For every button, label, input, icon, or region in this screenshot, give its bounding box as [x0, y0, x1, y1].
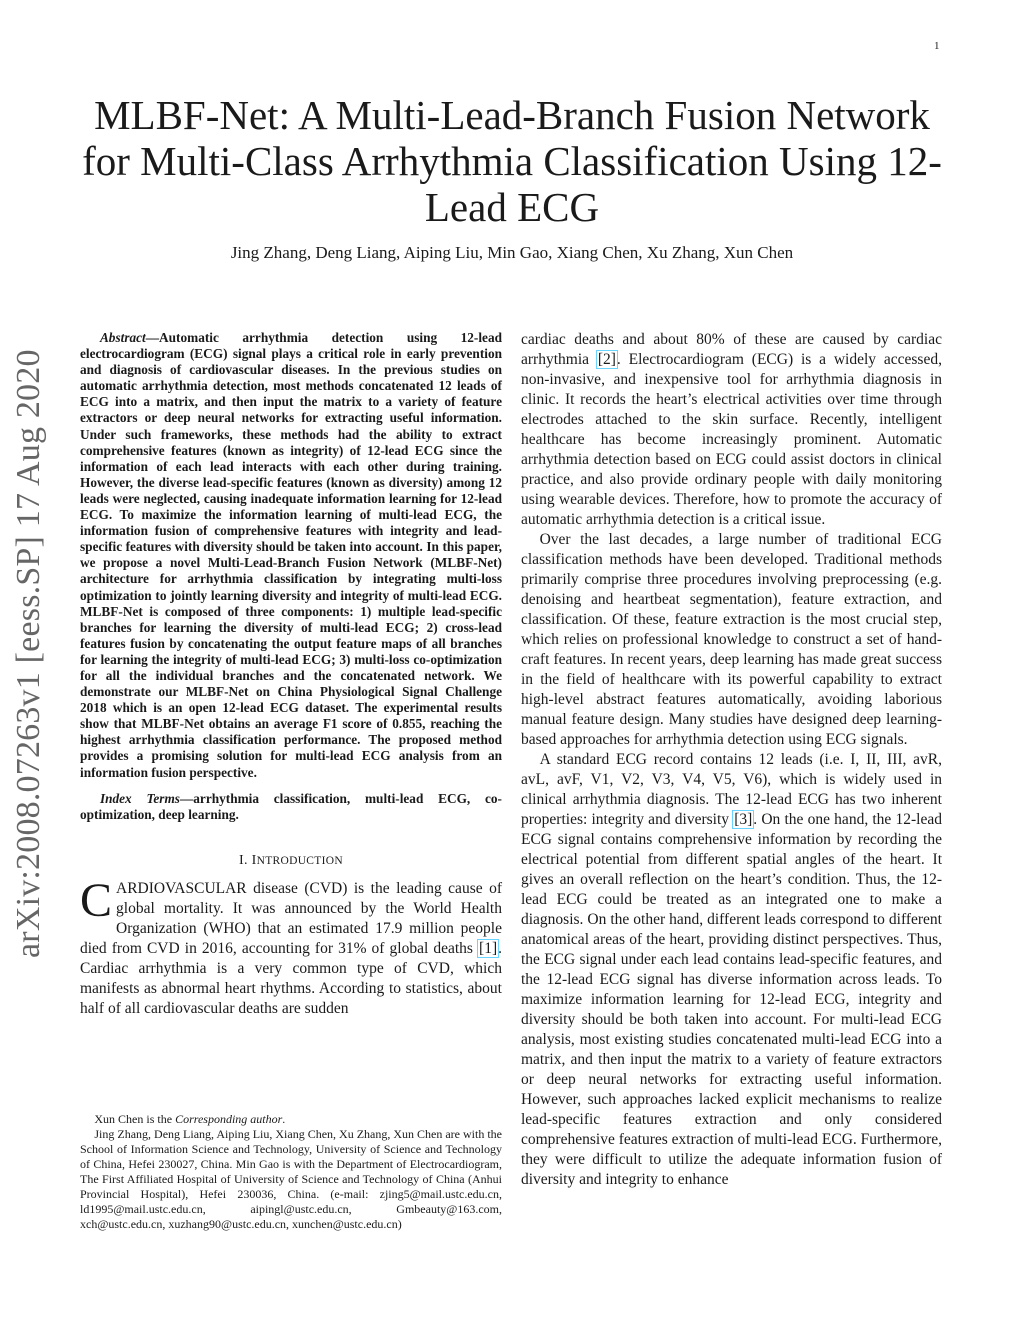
- index-terms: [80, 791, 502, 823]
- body-paragraph-3: [521, 750, 942, 1190]
- footnote-affiliation: Jing Zhang, Deng Liang, Aiping Liu, Xiang Chen, Xu Zhang, Xun Chen are with the School of Information Science and Technology, University of Science and Technology of China, Hefei 230027, China. Min Gao is with the Department of Electrocardiogram, The First Affiliated Hospital of University of Science and Technology of China (Anhui Provincial Hospital), Hefei 230036, China. (e-mail: zjing5@mail.ustc.edu.cn, ld1995@mail.ustc.edu.cn, aipingl@ustc.edu.cn, Gmbeauty@163.com, xch@ustc.edu.cn, xuzhang90@ustc.edu.cn, xunchen@ustc.edu.cn): [80, 1127, 502, 1231]
- section-title-rest: NTRODUCTION: [256, 854, 343, 867]
- section-heading: [80, 853, 502, 869]
- section-number: I.: [239, 852, 248, 868]
- citation-link-1[interactable]: [1]: [479, 939, 498, 957]
- abstract-label: Abstract: [99, 330, 146, 345]
- footnote-corresponding: [80, 1112, 502, 1127]
- abstract-text: —Automatic arrhythmia detection using 12-lead electrocardiogram (ECG) signal plays a critical role in early prevention and diagnosis of cardiovascular diseases. In the previous studies on automatic arrhythmia detection, most methods concatenated 12 leads of ECG into a matrix, and then input the matrix to a variety of feature extractors or deep neural networks for extracting useful information. Under such frameworks, these methods had the ability to extract comprehensive features (known as integrity) of 12-lead ECG since the information of each lead interacts with each other during training. However, the diverse lead-specific features (known as diversity) among 12 leads were neglected, causing inadequate information learning for 12-lead ECG. To maximize the information learning of multi-lead ECG, the information fusion of comprehensive features with integrity and lead-specific features with diversity should be taken into account. In this paper, we propose a novel Multi-Lead-Branch Fusion Network (MLBF-Net) architecture for arrhythmia classification by integrating multi-loss optimization to jointly learning diversity and integrity of multi-lead ECG. MLBF-Net is composed of three components: 1) multiple lead-specific branches for learning the diversity of multi-lead ECG; 2) cross-lead features fusion by concatenating the output feature maps of all branches for learning the integrity of multi-lead ECG; 3) multi-loss co-optimization for all the individual branches and the concatenated network. We demonstrate our MLBF-Net on China Physiological Signal Challenge 2018 which is an open 12-lead ECG dataset. The experimental results show that MLBF-Net obtains an average F1 score of 0.855, reaching the highest arrhythmia classification performance. The proposed method provides a promising solution for multi-lead ECG analysis from an information fusion perspective.: [80, 330, 502, 780]
- intro-paragraph: [80, 873, 502, 1019]
- paper-title: MLBF-Net: A Multi-Lead-Branch Fusion Network for Multi-Class Arrhythmia Classification Using 12-Lead ECG: [82, 92, 942, 230]
- footnote-corr-italic: Corresponding author: [175, 1112, 283, 1126]
- para1-text-b: . Electrocardiogram (ECG) is a widely accessed, non-invasive, and inexpensive tool for arrhythmia diagnosis in clinic. It records the heart’s electrical activities over time through electrodes attached to the skin surface. Recently, intelligent healthcare has become increasingly prominent. Automatic arrhythmia detection based on ECG could assist doctors in clinical practice, and also provide ordinary people with daily monitoring using wearable devices. Therefore, how to promote the accuracy of automatic arrhythmia detection is a critical issue.: [521, 351, 942, 528]
- body-paragraph-1: [521, 330, 942, 530]
- drop-cap: C: [80, 873, 113, 927]
- intro-text-b: . Cardiac arrhythmia is a very common type of CVD, which manifests as abnormal heart rhythms. According to statistics, about half of all cardiovascular deaths are sudden: [80, 939, 502, 1017]
- page-number: 1: [934, 40, 940, 52]
- citation-link-2[interactable]: [2]: [597, 351, 616, 368]
- footnote-corr-pre: Xun Chen is the: [94, 1112, 176, 1126]
- para3-text-a: A standard ECG record contains 12 leads (i.e. I, II, III, avR, avL, avF, V1, V2, V3, V4, V5, V6), which is widely used in clinical arrhythmia diagnosis. The 12-lead ECG has two inherent properties: integrity and diversity: [521, 751, 942, 828]
- author-list: Jing Zhang, Deng Liang, Aiping Liu, Min Gao, Xiang Chen, Xu Zhang, Xun Chen: [230, 243, 794, 262]
- abstract: [80, 330, 502, 781]
- section-title-first: I: [251, 852, 257, 868]
- left-column: [80, 330, 502, 1019]
- body-paragraph-2: Over the last decades, a large number of traditional ECG classification methods have been developed. Traditional methods primarily comprise three procedures involving preprocessing (e.g. denoising and heartbeat segmentation), feature extraction, and classification. Of these, feature extraction is the most crucial step, which relies on professional knowledge to construct a set of hand-craft features. In recent years, deep learning has made great success in the field of healthcare with its powerful capability to extract high-level abstract features automatically, avoiding laborious manual feature design. Many studies have designed deep learning-based approaches for arrhythmia detection using ECG signals.: [521, 531, 942, 748]
- intro-text-a: ARDIOVASCULAR disease (CVD) is the leading cause of global mortality. It was announced by the World Health Organization (WHO) that an estimated 17.9 million people died from CVD in 2016, accounting for 31% of global deaths: [80, 879, 502, 957]
- footnote: [80, 1112, 502, 1232]
- index-terms-text: —arrhythmia classification, multi-lead ECG, co-optimization, deep learning.: [80, 790, 502, 822]
- index-terms-label: Index Terms: [99, 790, 180, 806]
- para1-text-a: cardiac deaths and about 80% of these are caused by cardiac arrhythmia: [521, 331, 942, 368]
- para3-text-b: . On the one hand, the 12-lead ECG signal contains comprehensive information by recording the electrical potential from different spatial angles of the heart. It gives an overall reflection on the heart’s condition. Thus, the 12-lead ECG could be treated as an integrated one to make a diagnosis. On the other hand, different leads correspond to different anatomical areas of the heart, providing distinct perspectives. Thus, the ECG signal under each lead contains lead-specific features, and the 12-lead ECG signal has diverse information across leads. To maximize information learning for 12-lead ECG, integrity and diversity should be both taken into account. For multi-lead ECG analysis, most existing studies concatenated multi-lead ECG into a matrix, and then input the matrix to a variety of feature extractors or deep neural networks for extracting useful information. However, such approaches lacked explicit mechanisms to realize lead-specific features extraction and only considered comprehensive features extraction of multi-lead ECG. Furthermore, they were difficult to utilize the adequate information fusion of diversity and integrity to enhance: [521, 811, 942, 1188]
- citation-link-3[interactable]: [3]: [734, 811, 753, 828]
- footnote-corr-post: .: [282, 1112, 286, 1126]
- arxiv-identifier: arXiv:2008.07263v1 [eess.SP] 17 Aug 2020: [10, 349, 47, 958]
- right-column: [521, 330, 942, 1190]
